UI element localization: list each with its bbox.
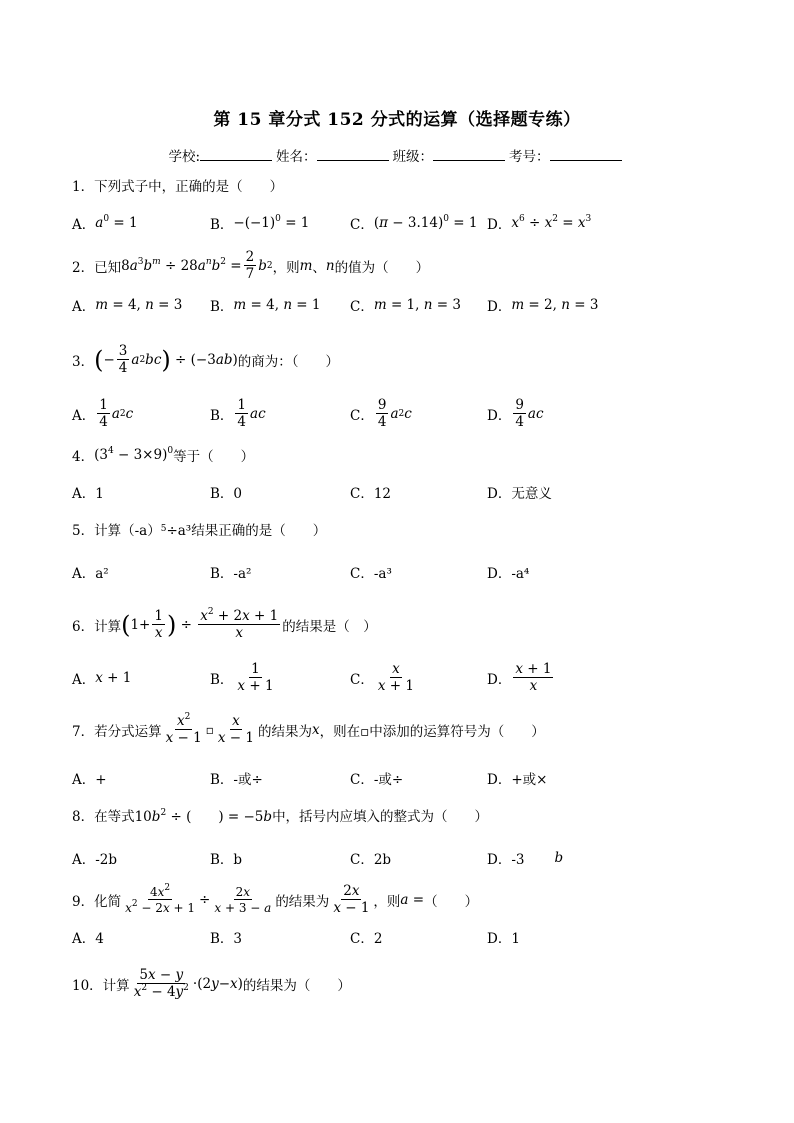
exam-no-label: 考号： (509, 149, 550, 165)
class-label: 班级： (392, 149, 434, 165)
question-2: 2．已知 $8a^3b^m \div 28a^nb^2$ = $\frac{2}{7}$ b 2 ，则 m 、 n 的值为（ ） (72, 248, 430, 282)
q4-option-c: C．12 (350, 486, 392, 502)
q3-option-b: B． $\frac{1}{4}$ ac (210, 396, 266, 430)
q8-option-c: C．2b (350, 852, 392, 868)
q1-option-c: C． $(\pi - 3.14)^0 = 1$ (350, 214, 478, 233)
q4-option-d: D．无意义 (487, 486, 552, 502)
page-title: 第 15 章分式 152 分式的运算（选择题专练） (213, 110, 581, 130)
q5-option-d: D．-a⁴ (487, 566, 530, 582)
question-10: 10．计算 $\frac{5x - y}{x^2 - 4y^2}$ ·(2 y − x ) 的结果为（ ） (72, 966, 351, 1000)
q8-option-b: B．b (210, 852, 243, 868)
q4-option-a: A．1 (72, 486, 104, 502)
exam-no-blank (550, 146, 622, 161)
q2-option-c: C． m = 1, n = 3 (350, 297, 461, 315)
q2-option-b: B． m = 4, n = 1 (210, 297, 321, 315)
question-3: 3． ( − $\frac{3}{4}$ a 2 bc ) ÷ (−3 ab ) 的商为：（ ） (72, 342, 340, 376)
student-info-line (0, 145, 794, 165)
q8-option-a: A．-2b (72, 852, 118, 868)
q2-option-d: D． m = 2, n = 3 (487, 297, 599, 315)
school-label: 学校: (168, 149, 201, 165)
q1-option-b: B． $-(-1)^0 = 1$ (210, 214, 310, 233)
q5-option-a: A．a² (72, 566, 109, 582)
q7-option-d: D．+或× (487, 772, 548, 788)
q9-option-c: C．2 (350, 931, 383, 947)
q5-option-c: C．-a³ (350, 566, 392, 582)
class-blank (433, 146, 505, 161)
q1-option-a: A． $a^0$ = 1 (72, 214, 138, 233)
q1-option-d: D． $x^6$ ÷ $x^2$ = $x^3$ (487, 214, 592, 233)
question-6: 6．计算 ( 1+ $\frac{1}{x}$ ) ÷ $\frac{x^2 + 2x + 1}{x}$ 的结果是（ ） (72, 606, 377, 641)
question-1 (72, 172, 283, 198)
q7-option-b: B．-或÷ (210, 772, 263, 788)
q7-option-c: C．-或÷ (350, 772, 404, 788)
q5-option-b: B．-a² (210, 566, 252, 582)
q3-option-c: C． $\frac{9}{4}$ a 2 c (350, 396, 412, 430)
q6-option-b: B． $\frac{1}{x + 1}$ (210, 660, 274, 694)
q3-option-a: A． $\frac{1}{4}$ a 2 c (72, 396, 134, 430)
q9-option-d: D．1 (487, 931, 520, 947)
q6-option-c: C． $\frac{x}{x + 1}$ (350, 660, 414, 694)
name-blank (317, 146, 389, 161)
name-label: 姓名： (276, 149, 317, 165)
q4-option-b: B．0 (210, 486, 243, 502)
question-4: 4． $(3^4 - 3\times 9)^0$ 等于（ ） (72, 446, 255, 465)
question-8: 8．在等式 $10b^2$ ÷ ( ) = −5b 中，括号内应填入的整式为（ ） (72, 808, 489, 825)
q7-option-a: A．+ (72, 772, 107, 788)
question-7: 7．若分式运算 $\frac{x^2}{x - 1}$ ▫ $\frac{x}{x - 1}$ 的结果为 x ，则在▫中添加的运算符号为（ ） (72, 711, 545, 746)
q3-option-d: D． $\frac{9}{4}$ ac (487, 396, 544, 430)
question-1-stem: 1．下列式子中，正确的是（ ） (72, 179, 284, 195)
q8-option-d: D．-3 b (487, 850, 564, 868)
q6-option-a: A． x + 1 (72, 670, 132, 688)
school-blank (200, 146, 272, 161)
question-5: 5．计算（-a） 5 ÷a³结果正确的是（ ） (72, 523, 327, 539)
q6-option-d: D． $\frac{x + 1}{x}$ (487, 660, 552, 694)
question-9: 9．化简 $\frac{4x^2}{x^2 - 2x + 1}$ ÷ $\frac{2x}{x + 3 - a}$ 的结果为 $\frac{2x}{x - 1}$ ，则 a = （ ） (72, 882, 479, 916)
q9-option-b: B．3 (210, 931, 243, 947)
q2-option-a: A． m = 4, n = 3 (72, 297, 183, 315)
q9-option-a: A．4 (72, 931, 104, 947)
